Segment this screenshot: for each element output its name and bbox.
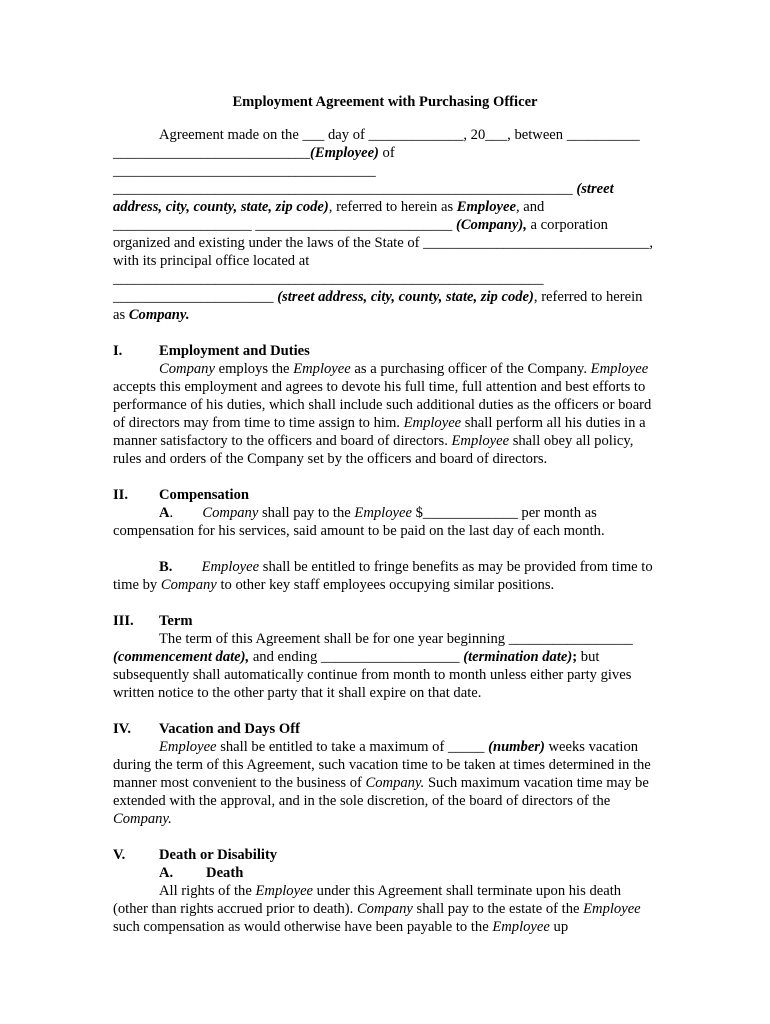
text-run: All rights of the (159, 883, 256, 899)
text-run: ; (572, 649, 578, 665)
preamble-run: , referred to herein as (328, 199, 457, 215)
preamble-paragraph (113, 126, 658, 324)
preamble-run: , referred to herein as (113, 289, 643, 323)
section-heading (113, 486, 658, 504)
text-run: shall pay to the estate of the (412, 901, 584, 917)
section-paragraph (113, 558, 658, 594)
text-run: to other key staff employees occupying similar positions. (216, 577, 555, 593)
text-run: Company (356, 901, 413, 917)
text-run: and ending ___________________ (249, 649, 464, 665)
text-run: Employee (590, 361, 649, 377)
preamble-run: Employee (456, 199, 516, 215)
text-run: Employee (403, 415, 462, 431)
preamble-run: , and ___________________ ___________________________ (113, 199, 545, 233)
preamble-run: a corporation organized and existing under the laws of the State of _______________________________, with its principal office located at ___________________________________________________________ ______________________ (113, 217, 654, 305)
text-run: Company. (113, 811, 172, 827)
section-number: III. (113, 613, 134, 629)
section-title: Death or Disability (159, 847, 278, 863)
preamble-run: Agreement made on the ___ day of _____________, 20___, between __________ ___________________________ (113, 127, 640, 161)
text-run: (number) (488, 739, 545, 755)
section-paragraph (113, 630, 658, 702)
text-run: Employee (201, 559, 260, 575)
text-run: The term of this Agreement shall be for one year beginning _________________ (159, 631, 633, 647)
text-run: employs the (214, 361, 294, 377)
section-paragraph (113, 360, 658, 468)
text-run: $_____________ per month as compensation for his services, said amount to be paid on the last day of each month. (113, 505, 605, 539)
section-paragraph (113, 882, 658, 936)
text-run: weeks vacation during the term of this Agreement, such vacation time to be taken at times determined in the manner most convenient to the business of (113, 739, 651, 791)
preamble-run: (street address, city, county, state, zip code) (113, 181, 614, 215)
text-run: (termination date) (463, 649, 573, 665)
document-body (113, 126, 658, 936)
text-run: Employee (451, 433, 510, 449)
text-run: but subsequently shall automatically continue from month to month unless either party gives written notice to the other party that it shall expire on that date. (113, 649, 632, 701)
section-number: II. (113, 487, 129, 503)
text-run: Employee (255, 883, 314, 899)
text-run: such compensation as would otherwise have been payable to the (113, 919, 493, 935)
text-run: Employee (293, 361, 351, 377)
section-heading (113, 342, 658, 360)
subsection-letter: B. (159, 559, 173, 575)
section-number: V. (113, 847, 126, 863)
section-heading (113, 720, 658, 738)
text-run: Company (159, 361, 215, 377)
text-run: shall be entitled to fringe benefits as may be provided from time to time by (113, 559, 653, 593)
text-run: . (169, 505, 203, 521)
section-title: Employment and Duties (159, 343, 310, 359)
text-run: Employee (583, 901, 641, 917)
section-title: Term (159, 613, 193, 629)
preamble-run: of ____________________________________ _______________________________________________________________ (113, 145, 577, 197)
preamble-run: (street address, city, county, state, zip code) (277, 289, 534, 305)
text-run: Employee (492, 919, 550, 935)
preamble-run: Company. (128, 307, 190, 323)
subsection-heading: A. Death (159, 865, 244, 881)
text-run: Company (160, 577, 217, 593)
text-run: under this Agreement shall terminate upon his death (other than rights accrued prior to death). (113, 883, 622, 917)
preamble-run: (Employee) (310, 145, 379, 161)
text-run: accepts this employment and agrees to devote his full time, full attention and best efforts to performance of his duties, which shall include such additional duties as the officers or board of directors may from time to time assign to him. (113, 379, 652, 431)
text-run: shall be entitled to take a maximum of _____ (216, 739, 489, 755)
text-run: Company. (365, 775, 425, 791)
subsection-letter: A (159, 505, 170, 521)
text-run: Such maximum vacation time may be extended with the approval, and in the sole discretion, of the board of directors of the (113, 775, 649, 809)
text-run: shall perform all his duties in a manner satisfactory to the officers and board of directors. (113, 415, 646, 449)
section-number: IV. (113, 721, 131, 737)
text-run: Employee (354, 505, 412, 521)
section-paragraph (113, 504, 658, 540)
text-run: (commencement date), (113, 649, 250, 665)
section-heading (113, 612, 658, 630)
text-run: as a purchasing officer of the Company. (350, 361, 591, 377)
section-paragraph (113, 738, 658, 828)
document-title: Employment Agreement with Purchasing Officer (232, 94, 538, 110)
text-run: shall obey all policy, rules and orders of the Company set by the officers and board of directors. (113, 433, 634, 467)
text-run: Employee (159, 739, 217, 755)
text-run: Company (202, 505, 259, 521)
section-number: I. (113, 343, 123, 359)
section-heading (113, 846, 658, 864)
preamble-run: (Company), (455, 217, 527, 233)
text-run: shall pay to the (258, 505, 355, 521)
section-title: Vacation and Days Off (159, 721, 300, 737)
text-run: up (549, 919, 569, 935)
text-run (172, 559, 201, 575)
section-title: Compensation (159, 487, 250, 503)
